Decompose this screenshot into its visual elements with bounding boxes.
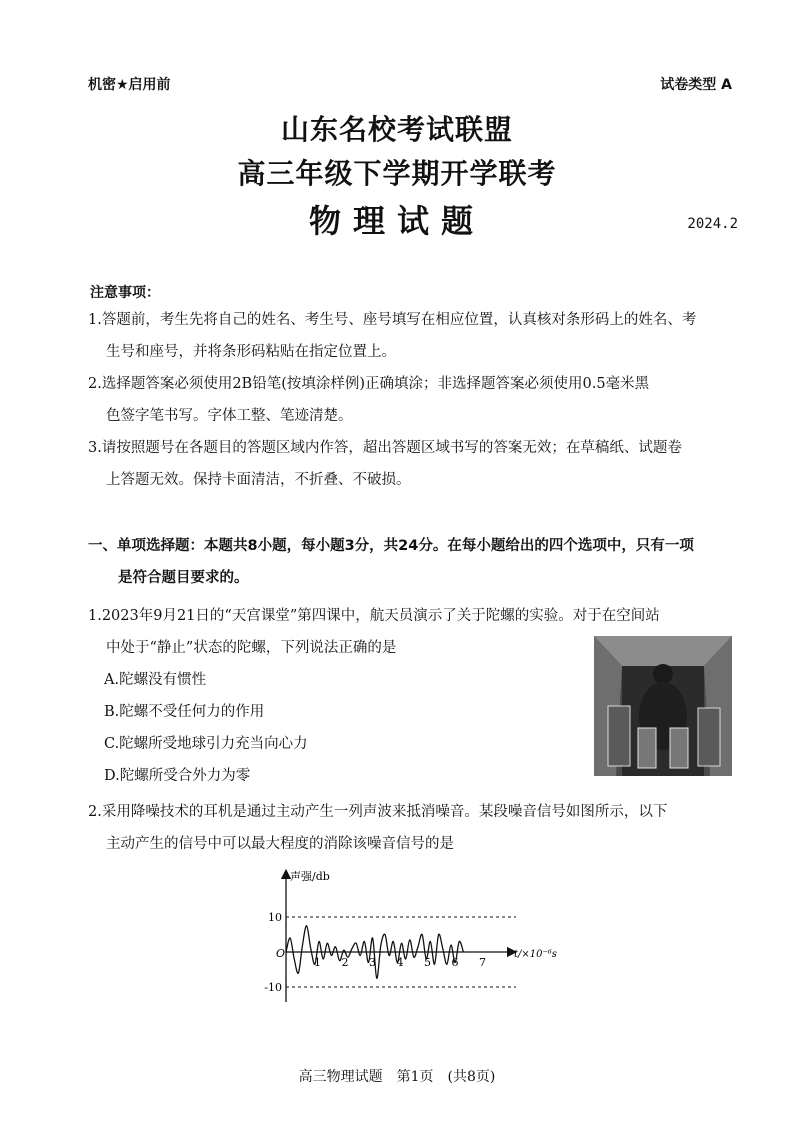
notice-item-2-line1: 2.选择题答案必须使用2B铅笔(按填涂样例)正确填涂；非选择题答案必须使用0.5毫米黑	[88, 376, 650, 392]
section-heading	[88, 530, 748, 594]
question-1-line1: 1.2023年9月21日的“天宫课堂”第四课中，航天员演示了关于陀螺的实验。对于在空间站	[88, 608, 660, 624]
notice-item-3-line1: 3.请按照题号在各题目的答题区域内作答，超出答题区域书写的答案无效；在草稿纸、试题卷	[88, 440, 682, 456]
x-tick-label: 6	[451, 956, 459, 969]
noise-signal-chart	[250, 866, 570, 1016]
notice-item-1	[88, 304, 740, 368]
y-tick-label: -10	[264, 981, 282, 994]
subject-title: 物理试题	[308, 202, 485, 240]
page-footer: 高三物理试题 第1页 (共8页)	[298, 1069, 496, 1085]
astronaut-photo-drawing	[594, 636, 732, 776]
question-1-line2: 中处于“静止”状态的陀螺，下列说法正确的是	[106, 640, 397, 656]
notice-item-2	[88, 368, 740, 432]
x-tick-label: 2	[341, 956, 349, 969]
question-2	[88, 796, 740, 860]
exam-date: 2024.2	[687, 216, 738, 232]
x-tick-label: 5	[424, 956, 431, 969]
question-1-option-d: D.陀螺所受合外力为零	[104, 768, 251, 784]
notice-item-1-line1: 1.答题前，考生先将自己的姓名、考生号、座号填写在相应位置，认真核对条形码上的姓名、考	[88, 312, 697, 328]
x-tick-label: 1	[314, 956, 321, 969]
x-tick-label: 3	[369, 956, 376, 969]
exam-organizer-title: 山东名校考试联盟	[280, 113, 513, 146]
confidential-label: 机密★启用前	[88, 77, 171, 93]
question-1-option-a: A.陀螺没有惯性	[104, 672, 207, 688]
notice-item-1-line2: 生号和座号，并将条形码粘贴在指定位置上。	[106, 344, 396, 360]
origin-label: O	[276, 947, 286, 960]
y-axis-label: 声强/db	[290, 870, 330, 883]
paper-type-label: 试卷类型 A	[660, 77, 732, 93]
y-tick-label: 10	[268, 911, 282, 924]
question-1-option-b: B.陀螺不受任何力的作用	[104, 704, 265, 720]
section-heading-line1: 一、单项选择题：本题共8小题，每小题3分，共24分。在每小题给出的四个选项中，只有一项	[88, 538, 694, 554]
x-tick-label: 7	[479, 956, 486, 969]
exam-name-title: 高三年级下学期开学联考	[237, 157, 557, 190]
x-tick-label: 4	[396, 956, 404, 969]
question-2-line2: 主动产生的信号中可以最大程度的消除该噪音信号的是	[106, 836, 454, 852]
notice-heading: 注意事项：	[90, 285, 160, 301]
question-2-line1: 2.采用降噪技术的耳机是通过主动产生一列声波来抵消噪音。某段噪音信号如图所示，以下	[88, 804, 668, 820]
notice-item-3-line2: 上答题无效。保持卡面清洁，不折叠、不破损。	[106, 472, 411, 488]
x-axis-label: t/×10⁻⁶s	[514, 949, 557, 960]
question-1-option-c: C.陀螺所受地球引力充当向心力	[104, 736, 308, 752]
notice-item-2-line2: 色签字笔书写。字体工整、笔迹清楚。	[106, 408, 353, 424]
astronaut-photo	[594, 636, 732, 776]
section-heading-line2: 是符合题目要求的。	[118, 570, 249, 586]
notice-item-3	[88, 432, 740, 496]
